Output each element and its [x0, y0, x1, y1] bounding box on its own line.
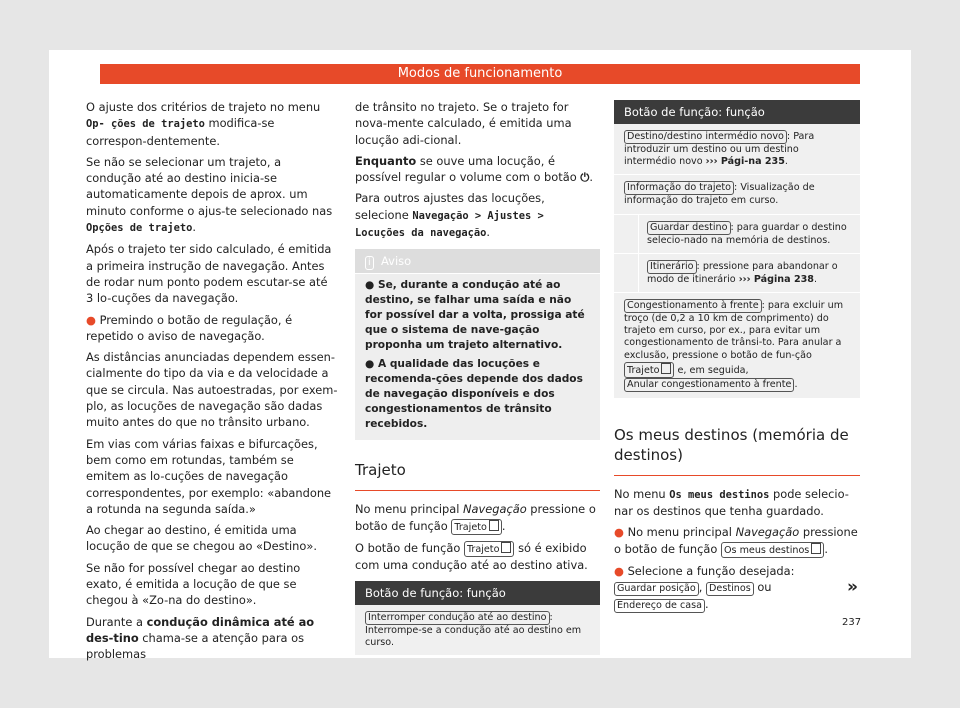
- text: .: [824, 541, 828, 556]
- trajeto-button: [464, 541, 514, 557]
- function-table: [614, 100, 860, 399]
- text: : pressione para abandonar o modo de itinerário: [647, 260, 838, 285]
- bullet-icon: ●: [365, 279, 378, 292]
- paragraph: [355, 190, 600, 241]
- section-title: Trajeto: [355, 460, 600, 491]
- function-button: Itinerário: [647, 260, 697, 274]
- column-right: [614, 100, 860, 618]
- menu-name: Op- ções de trajeto: [86, 118, 205, 131]
- table-header: Botão de função: função: [614, 100, 860, 124]
- bullet-icon: ●: [614, 525, 628, 540]
- text: O botão de função: [355, 540, 464, 555]
- warning-item: [355, 274, 600, 353]
- warning-box: [355, 249, 600, 440]
- text: .: [486, 225, 490, 240]
- page-ref: ››› Pági-na 235: [705, 156, 785, 168]
- paragraph: Ao chegar ao destino, é emitida uma locução de que se chegou ao «Destino».: [86, 523, 317, 554]
- next-page-indicator: »: [847, 577, 858, 597]
- text: pode selecio-nar os destinos que tenha guardado.: [614, 486, 849, 519]
- button-label: Trajeto: [627, 364, 660, 376]
- paragraph: [86, 99, 338, 149]
- text: Se, durante a condução até ao destino, se falhar uma saída e não for possível dar a volta, prossiga até que o sistema de nave-gação proponha um trajeto alternativo.: [365, 279, 585, 352]
- table-row: [614, 124, 860, 175]
- paragraph: [355, 501, 600, 534]
- table-row: [614, 254, 860, 293]
- text: .: [705, 597, 709, 612]
- text: O ajuste dos critérios de trajeto no menu: [86, 100, 321, 114]
- trajeto-button: [624, 362, 674, 378]
- bold-text: condução dinâmica até ao des-tino: [86, 614, 315, 645]
- text: .: [501, 518, 506, 533]
- column-middle: [355, 99, 600, 656]
- function-button: Anular congestionamento à frente: [624, 378, 794, 392]
- paragraph: [355, 153, 600, 186]
- bullet-paragraph: [86, 312, 338, 345]
- text: No menu principal: [355, 502, 463, 517]
- italic-text: Navegação: [463, 502, 527, 517]
- route-icon: [501, 542, 511, 553]
- trajeto-button: [451, 519, 501, 535]
- text: No menu: [614, 486, 670, 501]
- function-button: Guardar posição: [614, 582, 699, 596]
- function-button: Destino/destino intermédio novo: [624, 130, 787, 144]
- bullet-icon: ●: [614, 563, 628, 578]
- text: ,: [698, 580, 707, 595]
- text: Durante a: [86, 614, 147, 629]
- text: modifica-se correspon-dentemente.: [86, 116, 275, 148]
- text: pressione o botão de função: [355, 502, 596, 533]
- function-button: Interromper condução até ao destino: [365, 611, 550, 625]
- text: Selecione a função desejada:: [627, 563, 795, 578]
- function-table: [355, 581, 600, 656]
- text: Se não se selecionar um trajeto, a condução até ao destino inicia-se automaticamente depois de aprox. um minuto conforme o ajus-te selecionado nas: [86, 154, 333, 218]
- table-row: [614, 175, 860, 214]
- text: chama-se a atenção para os problemas: [86, 630, 305, 662]
- row-text: [639, 215, 860, 253]
- function-button: Congestionamento à frente: [624, 299, 762, 313]
- menu-path: Navegação > Ajustes > Locuções da navegação: [355, 209, 544, 240]
- text: : Para introduzir um destino ou um destino intermédio novo: [624, 131, 815, 168]
- indent: [614, 254, 639, 292]
- paragraph: [614, 486, 860, 520]
- button-label: Os meus destinos: [723, 544, 810, 556]
- text: se ouve uma locução, é possível regular o volume com o botão: [355, 153, 581, 185]
- menu-name: Os meus destinos: [669, 488, 770, 501]
- warning-header: [355, 249, 600, 274]
- paragraph: [355, 540, 600, 573]
- page-ref: ››› Página 238: [738, 273, 814, 285]
- bullet-paragraph: [614, 524, 860, 557]
- bullet-paragraph: [614, 563, 860, 613]
- text: Premindo o botão de regulação, é repetido o aviso de navegação.: [86, 312, 293, 343]
- text: .: [784, 156, 788, 168]
- page-header: Modos de funcionamento: [100, 64, 860, 84]
- text: só é exibido com uma condução até ao destino ativa.: [355, 540, 588, 572]
- paragraph: [86, 154, 338, 236]
- power-icon: ⏻: [580, 170, 590, 185]
- text: .: [192, 220, 196, 235]
- paragraph: Em vias com várias faixas e bifurcações, bem como em rotundas, também se emitem as lo-cuções de navegação correspondentes, por exemplo: «abandone a rotunda na segunda saída.»: [86, 436, 332, 516]
- route-icon: [489, 520, 499, 531]
- text: No menu principal: [627, 525, 736, 540]
- table-row: [355, 605, 600, 656]
- text: .: [589, 170, 593, 185]
- function-button: Informação do trajeto: [624, 181, 734, 195]
- indent: [614, 215, 639, 253]
- text: : para guardar o destino selecio-nado na memória de destinos.: [647, 221, 847, 246]
- function-button: Endereço de casa: [614, 599, 705, 613]
- my-destinations-button: [721, 542, 824, 558]
- table-row: [614, 215, 860, 254]
- text: : Interrompe-se a condução até ao destino em curso.: [365, 611, 582, 649]
- menu-name: Opções de trajeto: [86, 222, 193, 235]
- paragraph: Se não for possível chegar ao destino exato, é emitida a locução de que se chegou à «Zo-na do destino».: [86, 560, 301, 608]
- text: ou: [753, 580, 772, 595]
- text: .: [794, 378, 798, 390]
- bold-text: Enquanto: [355, 153, 417, 168]
- text: Para outros ajustes das locuções, selecione: [355, 191, 545, 222]
- button-label: Trajeto: [454, 521, 487, 533]
- text: : Visualização de informação do trajeto em curso.: [624, 182, 815, 207]
- info-icon: i: [365, 256, 374, 270]
- text: .: [813, 273, 818, 285]
- text: pressione o botão de função: [614, 525, 858, 556]
- section-title: Os meus destinos (memória de destinos): [614, 425, 860, 476]
- button-label: Trajeto: [466, 543, 500, 555]
- text: A qualidade das locuções e recomenda-ções depende dos dados de navegação disponíveis e dos congestionamentos de trânsito recebidos.: [365, 358, 583, 431]
- table-row: [614, 293, 860, 399]
- paragraph: As distâncias anunciadas dependem essen-cialmente do tipo da via e da velocidade a que se circula. Nas autoestradas, por exem-plo, as locuções de navegação são dadas muito antes do que no trânsito urbano.: [86, 350, 338, 430]
- paragraph: [86, 614, 338, 663]
- table-header: Botão de função: função: [355, 581, 600, 605]
- paragraph: de trânsito no trajeto. Se o trajeto for nova-mente calculado, é emitida uma locução adi-cional.: [355, 100, 572, 147]
- text: e, em seguida,: [674, 364, 749, 376]
- column-left: [86, 99, 338, 668]
- warning-item: [355, 353, 600, 432]
- function-button: Destinos: [706, 582, 754, 596]
- route-icon: [811, 543, 821, 554]
- page-number: 237: [842, 617, 862, 628]
- text: : para excluir um troço (de 0,2 a 10 km de comprimento) do trajeto em curso, por ex., para evitar um congestionamento de trânsi-to. Para anular a exclusão, pressione o botão de fun-ção: [624, 300, 844, 361]
- italic-text: Navegação: [735, 525, 800, 540]
- function-button: Guardar destino: [647, 221, 731, 235]
- route-icon: [661, 363, 671, 374]
- paragraph: Após o trajeto ter sido calculado, é emitida a primeira instrução de navegação. Antes de rodar num ponto podem escutar-se até 3 lo-cuções da navegação.: [86, 242, 332, 306]
- row-text: [639, 254, 860, 292]
- bullet-icon: ●: [86, 312, 100, 327]
- bullet-icon: ●: [365, 358, 378, 371]
- warning-title: Aviso: [380, 254, 412, 269]
